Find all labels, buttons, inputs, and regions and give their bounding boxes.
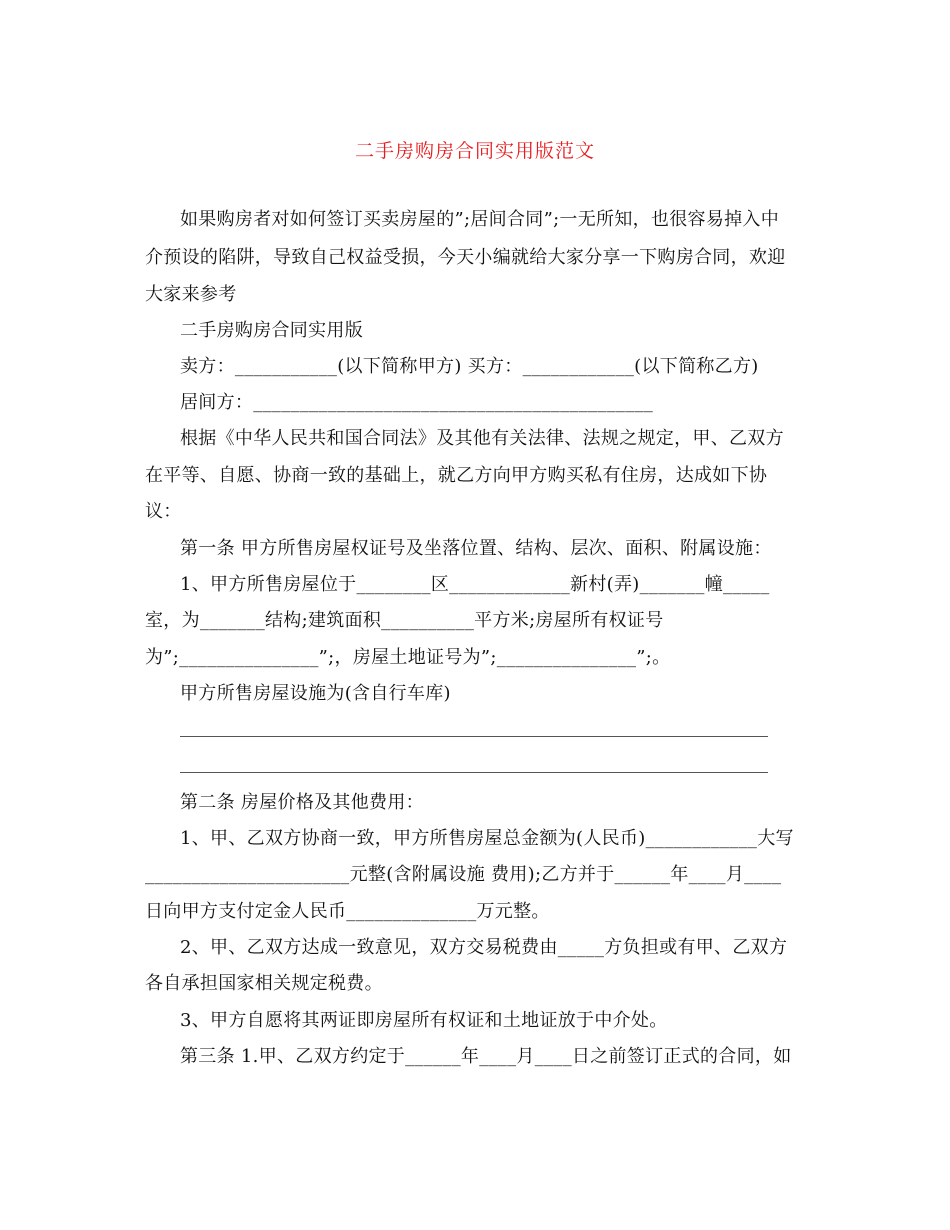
paragraph-line: 根据《中华人民共和国合同法》及其他有关法律、法规之规定，甲、乙双方	[180, 428, 784, 449]
paragraph-line: 室，为_______结构;建筑面积__________平方米;房屋所有权证号	[145, 610, 664, 631]
paragraph-line: 如果购房者对如何签订买卖房屋的”;居间合同”;一无所知，也很容易掉入中	[180, 209, 780, 230]
paragraph-line: 为”;_______________”;，房屋土地证号为”;_______________”;。	[145, 647, 671, 668]
paragraph-line: 介预设的陷阱，导致自己权益受损，今天小编就给大家分享一下购房合同，欢迎	[145, 247, 786, 268]
article-3-line: 第三条 1.甲、乙双方约定于______年____月____日之前签订正式的合同，如	[180, 1046, 792, 1067]
paragraph-line: 甲方所售房屋设施为(含自行车库)	[180, 683, 451, 704]
blank-fill-rule	[180, 772, 768, 773]
intermediary-line: 居间方：___________________________________________	[180, 392, 654, 413]
paragraph-line: 议：	[145, 501, 182, 522]
paragraph-line: 1、甲、乙双方协商一致，甲方所售房屋总金额为(人民币)____________大写	[180, 828, 794, 849]
blank-fill-rule	[180, 736, 768, 737]
paragraph-line: ______________________元整(含附属设施 费用);乙方并于______年____月____	[145, 864, 782, 885]
paragraph-line: 2、甲、乙双方达成一致意见，双方交易税费由_____方负担或有甲、乙双方	[180, 937, 788, 958]
seller-buyer-line: 卖方：___________(以下简称甲方) 买方：____________(以下简称乙方)	[180, 356, 759, 377]
document-title: 二手房购房合同实用版范文	[354, 140, 595, 162]
paragraph-line: 在平等、自愿、协商一致的基础上，就乙方向甲方购买私有住房，达成如下协	[145, 465, 768, 486]
article-2-heading: 第二条 房屋价格及其他费用：	[180, 792, 424, 813]
paragraph-line: 1、甲方所售房屋位于________区_____________新村(弄)_______幢_____	[180, 574, 770, 595]
article-1-heading: 第一条 甲方所售房屋权证号及坐落位置、结构、层次、面积、附属设施：	[180, 538, 772, 559]
paragraph-line: 日向甲方支付定金人民币______________万元整。	[145, 901, 550, 922]
paragraph-line: 3、甲方自愿将其两证即房屋所有权证和土地证放于中介处。	[180, 1010, 668, 1031]
paragraph-line: 二手房购房合同实用版	[180, 320, 363, 341]
paragraph-line: 大家来参考	[145, 284, 237, 305]
paragraph-line: 各自承担国家相关规定税费。	[145, 973, 383, 994]
